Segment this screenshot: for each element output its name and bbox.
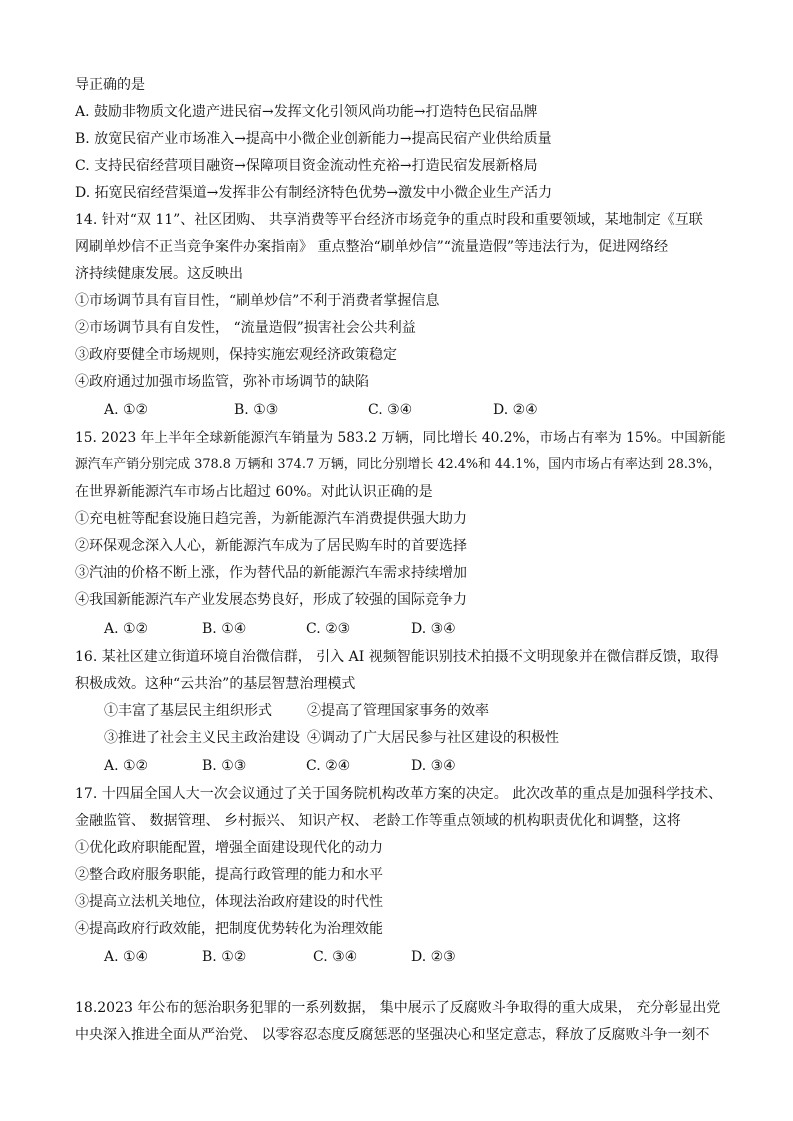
q18-stem-line-2: 中央深入推进全面从严治党、 以零容忍态度反腐惩恶的坚强决心和坚定意志，释放了反腐败斗争一刻不 (75, 1027, 710, 1043)
q15-choice-c: C. ②③ (306, 621, 351, 637)
q17-stem-line-1: 17. 十四届全国人大一次会议通过了关于国务院机构改革方案的决定。 此次改革的重点是加强科学技术、 (75, 786, 723, 802)
q13-stem-tail: 导正确的是 (75, 77, 145, 93)
q15-statement-4: ④我国新能源汽车产业发展态势良好，形成了较强的国际竞争力 (75, 592, 467, 608)
q14-statement-1: ①市场调节具有盲目性，“刷单炒信”不利于消费者掌握信息 (75, 293, 440, 309)
q18-stem-line-1: 18.2023 年公布的惩治职务犯罪的一系列数据， 集中展示了反腐败斗争取得的重大成果， 充分彰显出党 (75, 1000, 721, 1016)
q14-choice-d: D. ②④ (493, 402, 538, 418)
q15-statement-1: ①充电桩等配套设施日趋完善，为新能源汽车消费提供强大助力 (75, 511, 467, 527)
q16-statement-4: ④调动了广大居民参与社区建设的积极性 (307, 730, 559, 746)
q14-statement-2: ②市场调节具有自发性， “流量造假”损害社会公共利益 (75, 320, 416, 336)
q15-stem-line-3: 在世界新能源汽车市场占比超过 60%。对此认识正确的是 (75, 484, 433, 500)
q16-statement-3: ③推进了社会主义民主政治建设 (104, 730, 300, 746)
q15-statement-2: ②环保观念深入人心，新能源汽车成为了居民购车时的首要选择 (75, 538, 467, 554)
q15-stem-line-1: 15. 2023 年上半年全球新能源汽车销量为 583.2 万辆，同比增长 40.2%，市场占有率为 15%。中国新能 (75, 430, 726, 446)
q16-statement-1: ①丰富了基层民主组织形式 (104, 703, 272, 719)
q17-statement-1: ①优化政府职能配置，增强全面建设现代化的动力 (75, 840, 383, 856)
q14-stem-line-1: 14. 针对“双 11”、社区团购、 共享消费等平台经济市场竞争的重点时段和重要领域，某地制定《互联 (75, 212, 703, 228)
q17-choice-d: D. ②③ (411, 949, 456, 965)
q14-statement-3: ③政府要健全市场规则，保持实施宏观经济政策稳定 (75, 347, 397, 363)
q13-option-b: B. 放宽民宿产业市场准入→提高中小微企业创新能力→提高民宿产业供给质量 (75, 131, 552, 147)
q13-option-d: D. 拓宽民宿经营渠道→发挥非公有制经济特色优势→激发中小微企业生产活力 (75, 185, 553, 201)
q17-statement-2: ②整合政府服务职能，提高行政管理的能力和水平 (75, 867, 383, 883)
q14-choice-a: A. ①② (104, 402, 149, 418)
q15-statement-3: ③汽油的价格不断上涨，作为替代品的新能源汽车需求持续增加 (75, 565, 467, 581)
q14-choice-b: B. ①③ (234, 402, 279, 418)
q13-option-c: C. 支持民宿经营项目融资→保障项目资金流动性充裕→打造民宿发展新格局 (75, 158, 538, 174)
q15-choice-b: B. ①④ (202, 621, 247, 637)
q16-statement-2: ②提高了管理国家事务的效率 (307, 703, 489, 719)
q16-stem-line-2: 积极成效。这种“云共治”的基层智慧治理模式 (75, 676, 356, 692)
q17-choice-c: C. ③④ (313, 949, 358, 965)
q15-choice-a: A. ①② (104, 621, 149, 637)
q16-choice-a: A. ①② (104, 758, 149, 774)
q14-stem-line-2: 网刷单炒信不正当竞争案件办案指南》 重点整治“刷单炒信”“流量造假”等违法行为，促进网络经 (75, 239, 669, 255)
q14-stem-line-3: 济持续健康发展。这反映出 (75, 266, 243, 282)
q17-choice-a: A. ①④ (104, 949, 149, 965)
q15-choice-d: D. ③④ (411, 621, 456, 637)
q13-option-a: A. 鼓励非物质文化遗产进民宿→发挥文化引领风尚功能→打造特色民宿品牌 (75, 104, 538, 120)
q15-stem-line-2: 源汽车产销分别完成 378.8 万辆和 374.7 万辆，同比分别增长 42.4%和 44.1%，国内市场占有率达到 28.3%， (75, 457, 721, 472)
q17-statement-4: ④提高政府行政效能，把制度优势转化为治理效能 (75, 921, 383, 937)
q16-choice-b: B. ①③ (202, 758, 247, 774)
q17-choice-b: B. ①② (202, 949, 247, 965)
q17-statement-3: ③提高立法机关地位，体现法治政府建设的时代性 (75, 894, 383, 910)
q17-stem-line-2: 金融监管、 数据管理、 乡村振兴、 知识产权、 老龄工作等重点领域的机构职责优化和调整，这将 (75, 813, 681, 829)
q16-choice-c: C. ②④ (306, 758, 351, 774)
q14-statement-4: ④政府通过加强市场监管，弥补市场调节的缺陷 (75, 374, 369, 390)
q16-stem-line-1: 16. 某社区建立街道环境自治微信群， 引入 AI 视频智能识别技术拍摄不文明现象并在微信群反馈，取得 (75, 649, 719, 665)
q14-choice-c: C. ③④ (368, 402, 413, 418)
q16-choice-d: D. ③④ (411, 758, 456, 774)
